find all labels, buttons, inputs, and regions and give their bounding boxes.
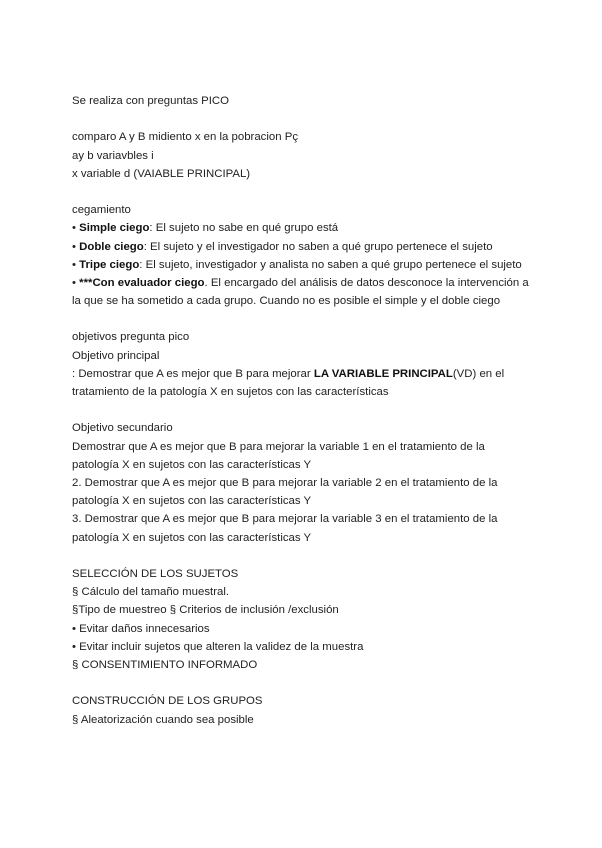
double-blind-desc: : El sujeto y el investigador no saben a qué grupo pertenece el sujeto [143,240,493,253]
subjects-item: §Tipo de muestreo § Criterios de inclusión /exclusión [72,604,339,617]
blinding-simple [72,219,532,237]
pico-line-3: x variable d (VAIABLE PRINCIPAL) [72,167,251,180]
subjects-item: • Evitar daños innecesarios [72,622,210,635]
pico-line-2: ay b variavbles i [72,149,154,162]
spacer [72,401,532,419]
blinding-heading: cegamiento [72,204,131,217]
objectives-heading: objetivos pregunta pico [72,331,190,344]
secondary-objective-label: Objetivo secundario [72,422,173,435]
main-objective-label: Objetivo principal [72,349,160,362]
groups-item: § Aleatorización cuando sea posible [72,713,254,726]
spacer [72,547,532,565]
secondary-objective-3: 3. Demostrar que A es mejor que B para mejorar la variable 3 en el tratamiento de la patología X en sujetos con las características Y [72,513,498,544]
document-page [72,92,532,729]
blinding-double [72,238,532,256]
triple-blind-term: Tripe ciego [79,258,140,271]
main-objective-bold: LA VARIABLE PRINCIPAL [313,367,453,380]
main-objective-suffix: (VD) en el tratamiento de la patología X en sujetos con las características [72,367,505,399]
secondary-objective-1: Demostrar que A es mejor que B para mejorar la variable 1 en el tratamiento de la patología X en sujetos con las características Y [72,440,485,471]
spacer [72,674,532,692]
main-objective-text [72,365,532,401]
pico-line-1: comparo A y B midiento x en la pobracion Pç [72,131,299,144]
evaluator-blind-desc: . El encargado del análisis de datos desconoce la intervención a la que se ha sometido a cada grupo. Cuando no es posible el simple y el doble ciego [72,276,529,308]
simple-blind-desc: : El sujeto no sabe en qué grupo está [149,222,339,235]
spacer [72,110,532,128]
bullet: • [72,240,80,253]
simple-blind-term: Simple ciego [79,222,150,235]
double-blind-term: Doble ciego [79,240,144,253]
subjects-item: • Evitar incluir sujetos que alteren la validez de la muestra [72,640,364,653]
evaluator-blind-term: ***Con evaluador ciego [79,276,205,289]
subjects-item: § Cálculo del tamaño muestral. [72,586,230,599]
triple-blind-desc: : El sujeto, investigador y analista no saben a qué grupo pertenece el sujeto [139,258,522,271]
subjects-item: § CONSENTIMIENTO INFORMADO [72,658,258,671]
spacer [72,310,532,328]
bullet: • [72,276,80,289]
bullet: • [72,222,80,235]
secondary-objective-2: 2. Demostrar que A es mejor que B para mejorar la variable 2 en el tratamiento de la patología X en sujetos con las características Y [72,477,498,508]
blinding-evaluator [72,274,532,310]
groups-heading: CONSTRUCCIÓN DE LOS GRUPOS [72,695,263,708]
blinding-triple [72,256,532,274]
spacer [72,183,532,201]
main-objective-prefix: : Demostrar que A es mejor que B para mejorar [72,367,314,380]
subjects-heading: SELECCIÓN DE LOS SUJETOS [72,568,239,581]
bullet: • [72,258,80,271]
intro-line: Se realiza con preguntas PICO [72,95,230,107]
